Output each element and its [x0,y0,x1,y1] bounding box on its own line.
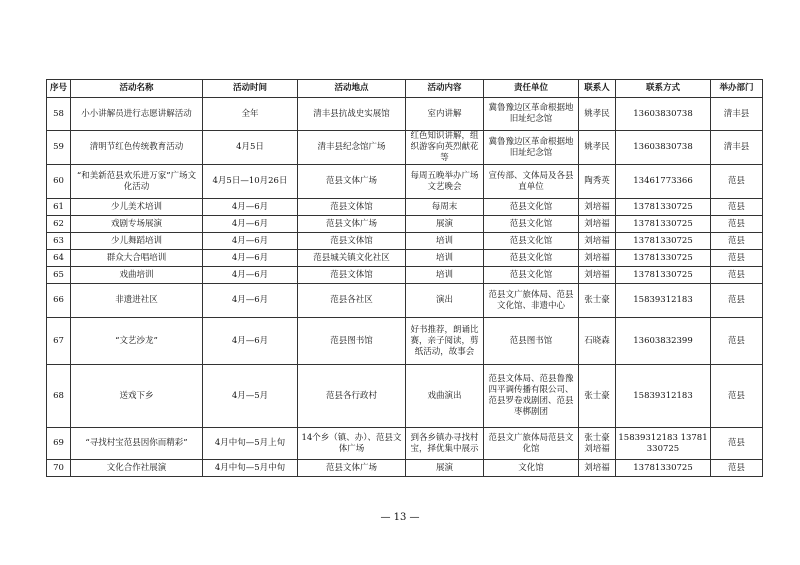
host-department: 范县 [711,365,763,428]
host-department: 清丰县 [711,98,763,131]
activity-time: 4月5日 [203,131,298,165]
activity-content: 每周末 [406,199,484,216]
activity-content: 培训 [406,233,484,250]
activity-name: “和美新范县欢乐进万家”广场文化活动 [71,165,203,199]
contact-phone: 15839312183 [616,284,711,318]
responsible-unit: 范县图书馆 [484,318,579,365]
contact-person: 刘培福 [579,199,616,216]
contact-phone: 13781330725 [616,267,711,284]
activity-content: 室内讲解 [406,98,484,131]
activity-content: 到各乡镇办寻找村宝，择优集中展示 [406,428,484,460]
contact-person: 姚孝民 [579,98,616,131]
responsible-unit: 范县文广旅体局范县文化馆 [484,428,579,460]
activity-content: 每周五晚举办广场文艺晚会 [406,165,484,199]
activity-time: 4月—6月 [203,267,298,284]
contact-phone: 13781330725 [616,460,711,477]
contact-phone: 13603830738 [616,98,711,131]
table-row [47,250,763,267]
contact-person: 刘培福 [579,267,616,284]
header-cell: 序号 [47,80,71,98]
table-row [47,428,763,460]
responsible-unit: 文化馆 [484,460,579,477]
contact-person: 刘培福 [579,460,616,477]
activity-time: 4月—6月 [203,318,298,365]
activity-content: 好书推荐，朗诵比赛，亲子阅读，剪纸活动，故事会 [406,318,484,365]
activity-place: 范县文体馆 [298,199,406,216]
activity-place: 范县文体广场 [298,460,406,477]
activity-name: 送戏下乡 [71,365,203,428]
row-number: 69 [47,428,71,460]
activity-name: 清明节红色传统教育活动 [71,131,203,165]
row-number: 58 [47,98,71,131]
contact-phone: 13781330725 [616,216,711,233]
responsible-unit: 范县文化馆 [484,216,579,233]
table-row [47,165,763,199]
activity-place: 范县各行政村 [298,365,406,428]
activity-table [46,79,763,477]
activity-content: 培训 [406,250,484,267]
activity-content: 展演 [406,460,484,477]
row-number: 66 [47,284,71,318]
table-row [47,199,763,216]
activity-content: 戏曲演出 [406,365,484,428]
table-row [47,460,763,477]
activity-name: “寻找村宝范县因你而精彩” [71,428,203,460]
header-cell: 活动时间 [203,80,298,98]
activity-name: 群众大合唱培训 [71,250,203,267]
activity-place: 范县图书馆 [298,318,406,365]
contact-person: 张士豪 [579,284,616,318]
activity-name: 少儿舞蹈培训 [71,233,203,250]
contact-person: 刘培福 [579,250,616,267]
page-number: — 13 — [380,512,420,523]
activity-content: 展演 [406,216,484,233]
responsible-unit: 范县文化馆 [484,250,579,267]
activity-name: “文艺沙龙” [71,318,203,365]
host-department: 范县 [711,267,763,284]
table-header-row [47,80,763,98]
activity-time: 全年 [203,98,298,131]
header-cell: 联系方式 [616,80,711,98]
activity-place: 清丰县纪念馆广场 [298,131,406,165]
contact-phone: 13781330725 [616,199,711,216]
header-cell: 举办部门 [711,80,763,98]
row-number: 70 [47,460,71,477]
contact-phone: 15839312183 [616,365,711,428]
table-row [47,98,763,131]
table-row [47,131,763,165]
responsible-unit: 宣传部、文体局及各县直单位 [484,165,579,199]
row-number: 68 [47,365,71,428]
row-number: 62 [47,216,71,233]
activity-name: 少儿美术培训 [71,199,203,216]
contact-phone: 13461773366 [616,165,711,199]
responsible-unit: 范县文化馆 [484,199,579,216]
activity-place: 范县文体馆 [298,233,406,250]
row-number: 63 [47,233,71,250]
header-cell: 责任单位 [484,80,579,98]
row-number: 64 [47,250,71,267]
activity-name: 戏曲培训 [71,267,203,284]
responsible-unit: 范县文化馆 [484,233,579,250]
activity-time: 4月—6月 [203,250,298,267]
host-department: 范县 [711,250,763,267]
host-department: 范县 [711,318,763,365]
row-number: 67 [47,318,71,365]
contact-phone: 13781330725 [616,250,711,267]
contact-phone: 13603832399 [616,318,711,365]
activity-time: 4月—6月 [203,233,298,250]
row-number: 60 [47,165,71,199]
activity-content: 培训 [406,267,484,284]
contact-person: 刘培福 [579,216,616,233]
activity-time: 4月—6月 [203,216,298,233]
row-number: 65 [47,267,71,284]
contact-person: 陶秀英 [579,165,616,199]
contact-phone: 15839312183 13781330725 [616,428,711,460]
host-department: 范县 [711,216,763,233]
activity-name: 非遗进社区 [71,284,203,318]
table-row [47,365,763,428]
host-department: 范县 [711,428,763,460]
activity-content: 演出 [406,284,484,318]
responsible-unit: 范县文广旅体局、范县文化馆、非遗中心 [484,284,579,318]
activity-time: 4月—6月 [203,284,298,318]
row-number: 59 [47,131,71,165]
activity-place: 范县各社区 [298,284,406,318]
activity-name: 戏剧专场展演 [71,216,203,233]
responsible-unit: 范县文体局、范县鲁豫四平调传播有限公司、范县罗卷戏剧团、范县枣梆剧团 [484,365,579,428]
responsible-unit: 冀鲁豫边区革命根据地旧址纪念馆 [484,98,579,131]
contact-phone: 13603830738 [616,131,711,165]
activity-place: 清丰县抗战史实展馆 [298,98,406,131]
activity-place: 范县城关镇文化社区 [298,250,406,267]
table-row [47,267,763,284]
contact-person: 张士豪 刘培福 [579,428,616,460]
activity-time: 4月5日—10月26日 [203,165,298,199]
host-department: 清丰县 [711,131,763,165]
header-cell: 活动内容 [406,80,484,98]
contact-person: 张士豪 [579,365,616,428]
activity-time: 4月中旬—5月上旬 [203,428,298,460]
table-row [47,216,763,233]
contact-person: 石晓森 [579,318,616,365]
table-row [47,233,763,250]
table-row [47,318,763,365]
host-department: 范县 [711,233,763,250]
activity-place: 范县文体广场 [298,165,406,199]
activity-place: 范县文体馆 [298,267,406,284]
host-department: 范县 [711,284,763,318]
responsible-unit: 范县文化馆 [484,267,579,284]
header-cell: 联系人 [579,80,616,98]
activity-name: 文化合作社展演 [71,460,203,477]
activity-time: 4月中旬—5月中旬 [203,460,298,477]
host-department: 范县 [711,199,763,216]
contact-person: 刘培福 [579,233,616,250]
activity-name: 小小讲解员进行志愿讲解活动 [71,98,203,131]
table-row [47,284,763,318]
activity-place: 14个乡（镇、办）、范县文体广场 [298,428,406,460]
responsible-unit: 冀鲁豫边区革命根据地旧址纪念馆 [484,131,579,165]
contact-phone: 13781330725 [616,233,711,250]
row-number: 61 [47,199,71,216]
header-cell: 活动地点 [298,80,406,98]
activity-time: 4月—6月 [203,199,298,216]
host-department: 范县 [711,165,763,199]
host-department: 范县 [711,460,763,477]
activity-place: 范县文体广场 [298,216,406,233]
activity-content: 红色知识讲解，组织游客向英烈献花等 [406,131,484,165]
header-cell: 活动名称 [71,80,203,98]
contact-person: 姚孝民 [579,131,616,165]
activity-time: 4月—5月 [203,365,298,428]
